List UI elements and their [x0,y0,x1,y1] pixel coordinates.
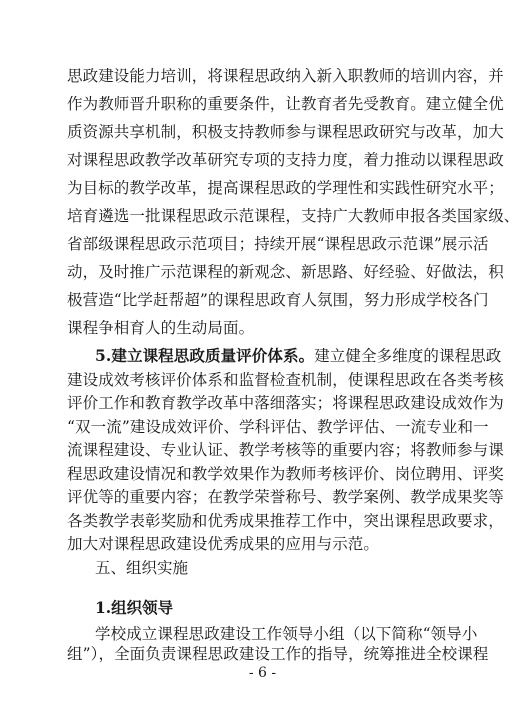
paragraph-line: 省部级课程思政示范项目；持续开展“课程思政示范课”展示活 [67,235,489,253]
paragraph-line: 动，及时推广示范课程的新观念、新思路、好经验、好做法，积 [67,263,504,281]
subsection-heading: 1.组织领导 [95,598,174,617]
paragraph-line: 极营造“比学赶帮超”的课程思政育人氛围，努力形成学校各门 [67,291,489,309]
page-number: - 6 - [248,665,277,681]
paragraph-line: 评价工作和教育教学改革中落细落实；将课程思政建设成效作为 [67,394,504,412]
paragraph-line: 学校成立课程思政建设工作领导小组（以下简称“领导小 [95,625,478,643]
paragraph-line: 为目标的教学改革，提高课程思政的学理性和实践性研究水平； [67,179,504,197]
section-heading: 五、组织实施 [95,559,189,577]
paragraph-line: 程思政建设情况和教学效果作为教师考核评价、岗位聘用、评奖 [67,465,504,483]
paragraph-line: “双一流”建设成效评价、学科评估、教学评估、一流专业和一 [67,418,489,436]
paragraph-line: 课程争相育人的生动局面。 [67,319,255,337]
paragraph-line: 建设成效考核评价体系和监督检查机制，使课程思政在各类考核 [67,371,504,389]
item-heading: 5.建立课程思政质量评价体系。 [95,346,315,365]
paragraph-line: 培育遴选一批课程思政示范课程，支持广大教师申报各类国家级、 [67,207,520,225]
paragraph-line: 流课程建设、专业认证、教学考核等的重要内容；将教师参与课 [67,441,504,459]
paragraph-line: 作为教师晋升职称的重要条件，让教育者先受教育。建立健全优 [67,95,504,113]
paragraph-line: 加大对课程思政建设优秀成果的应用与示范。 [67,535,380,553]
paragraph-line: 对课程思政教学改革研究专项的支持力度，着力推动以课程思政 [67,151,504,169]
paragraph-line: 思政建设能力培训，将课程思政纳入新入职教师的培训内容，并 [67,67,504,85]
paragraph-line: 评优等的重要内容；在教学荣誉称号、教学案例、教学成果奖等 [67,488,504,506]
paragraph-line: 组”），全面负责课程思政建设工作的指导，统筹推进全校课程 [67,645,489,663]
paragraph-line: 各类教学表彰奖励和优秀成果推荐工作中，突出课程思政要求， [67,512,504,530]
paragraph-line: 质资源共享机制，积极支持教师参与课程思政研究与改革，加大 [67,123,504,141]
paragraph-text: 建立健全多维度的课程思政 [314,347,502,365]
paragraph-first-line [95,346,502,366]
